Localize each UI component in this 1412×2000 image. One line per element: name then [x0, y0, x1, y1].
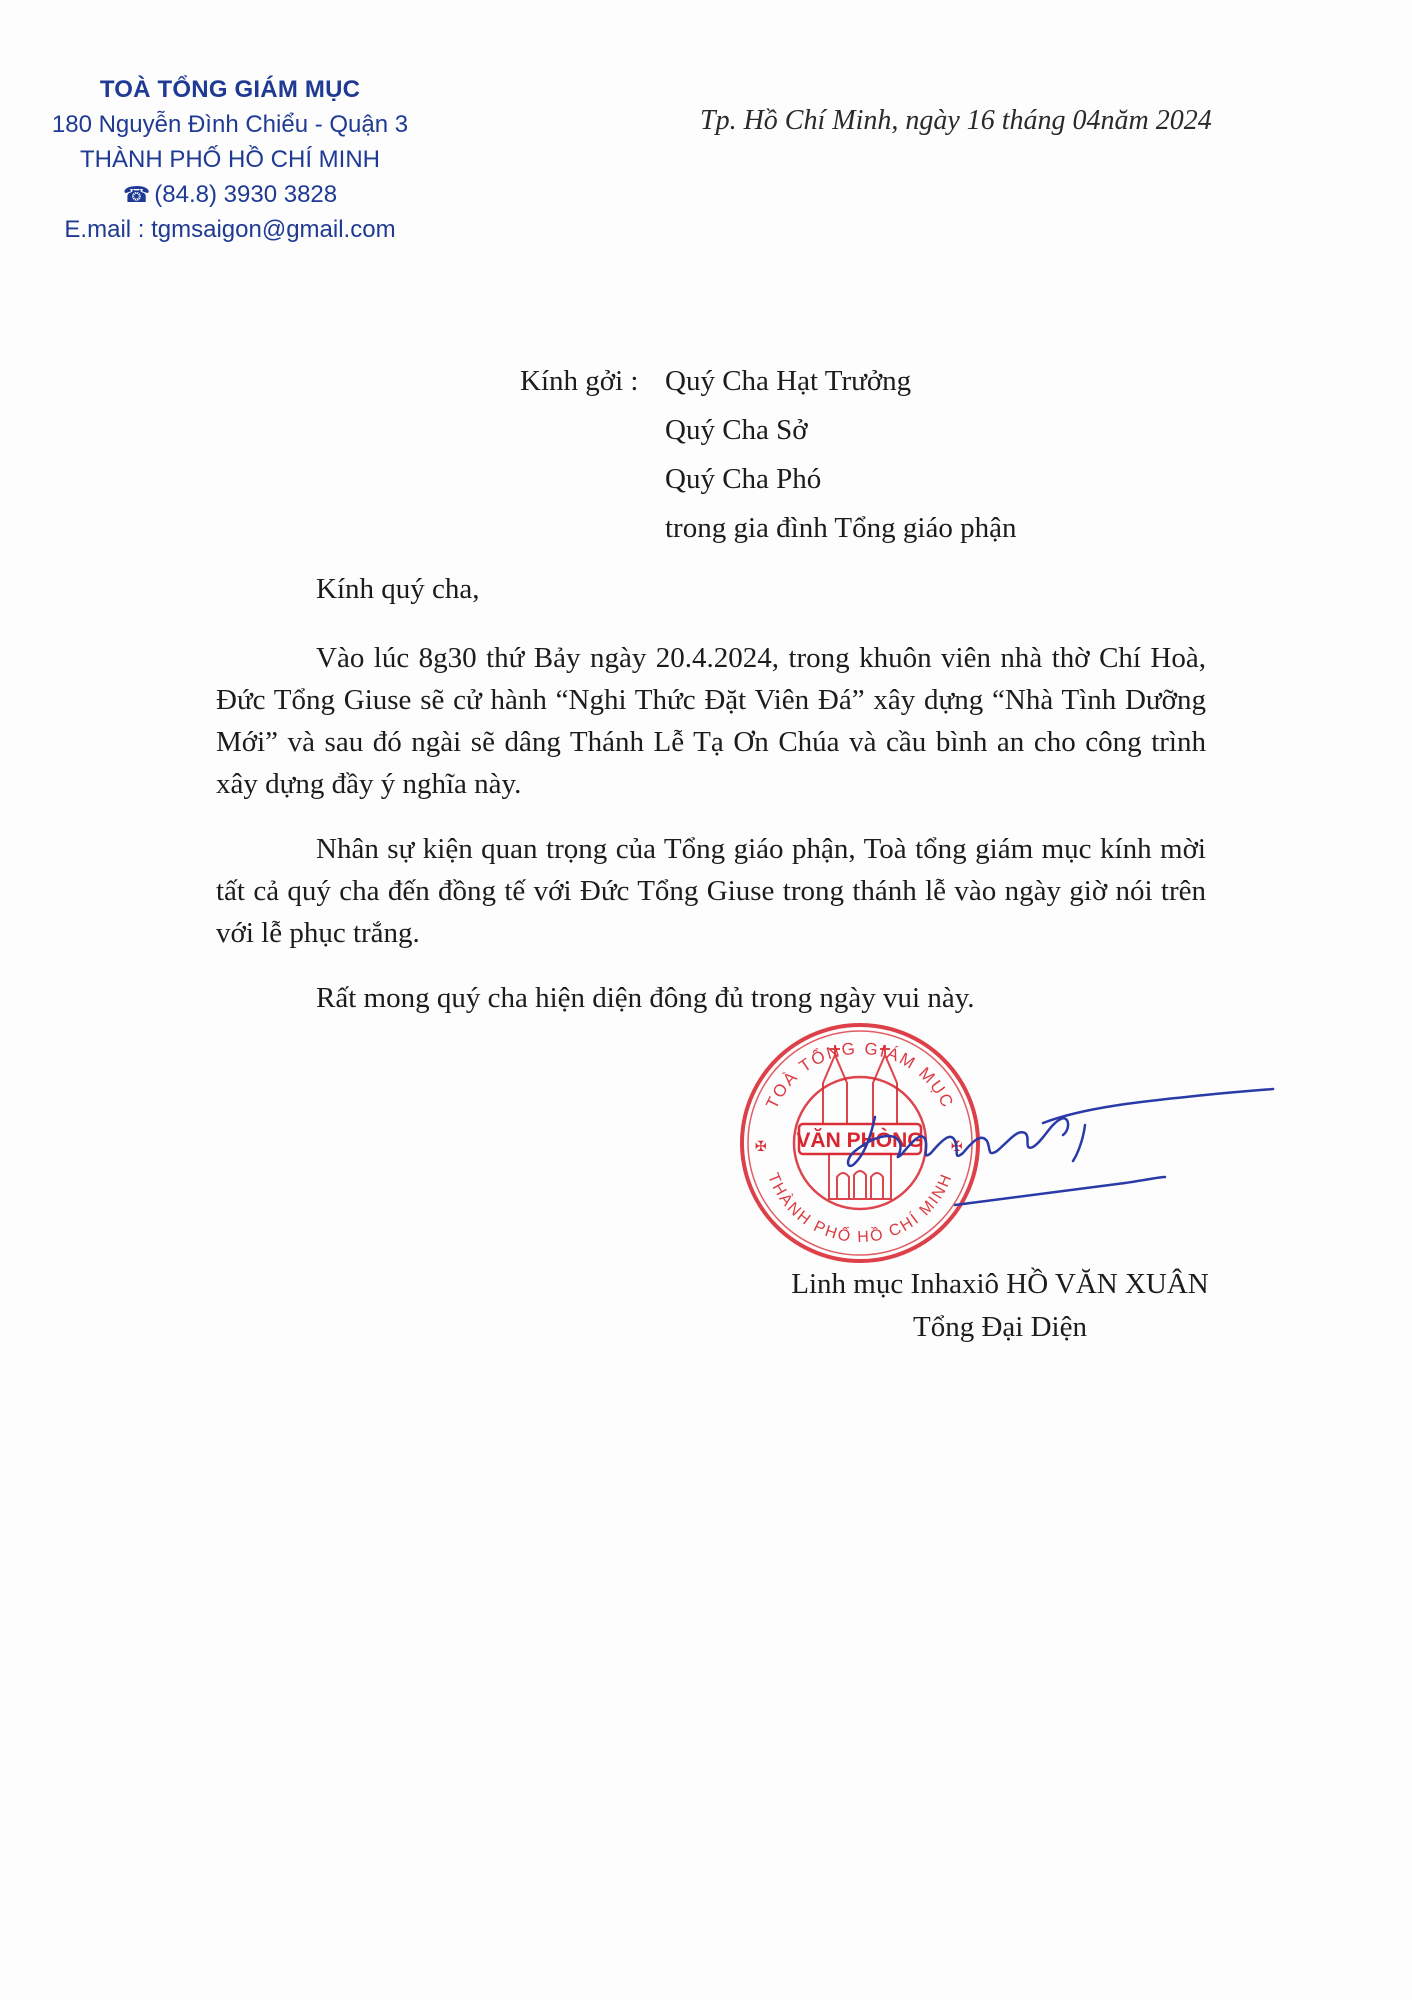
recipient-row — [520, 406, 1016, 455]
letterhead-city: THÀNH PHỐ HỒ CHÍ MINH — [80, 146, 380, 173]
telephone-icon: ☎ — [122, 182, 151, 207]
salutation: Kính quý cha, — [316, 573, 480, 605]
seal-left-cross: ✠ — [755, 1139, 767, 1155]
letter-body — [216, 568, 1206, 1019]
official-seal — [725, 1015, 1285, 1275]
letterhead-address: 180 Nguyễn Đình Chiểu - Quận 3 — [51, 111, 409, 138]
date-line: Tp. Hồ Chí Minh, ngày 16 tháng 04năm 2024 — [700, 105, 1212, 136]
letterhead-phone: (84.8) 3930 3828 — [154, 181, 338, 208]
seal-bottom-text: THÀNH PHỐ HỒ CHÍ MINH — [764, 1170, 956, 1247]
recipients-block — [520, 357, 1016, 553]
letterhead-email: E.mail : tgmsaigon@gmail.com — [64, 216, 396, 243]
seal-stamp — [742, 1025, 978, 1261]
letterhead-phone-row — [20, 177, 440, 212]
recipient-line: trong gia đình Tổng giáo phận — [665, 512, 1017, 544]
letterhead-org-name: TOÀ TỔNG GIÁM MỤC — [99, 76, 361, 103]
seal-center-text: VĂN PHÒNG — [796, 1129, 924, 1152]
signatory-name: Linh mục Inhaxiô HỒ VĂN XUÂN — [791, 1268, 1209, 1300]
recipient-line: Quý Cha Sở — [665, 414, 808, 446]
recipient-line: Quý Cha Hạt Trưởng — [665, 365, 912, 397]
body-paragraph: Vào lúc 8g30 thứ Bảy ngày 20.4.2024, trong khuôn viên nhà thờ Chí Hoà, Đức Tổng Giuse sẽ cử hành “Nghi Thức Đặt Viên Đá” xây dựng “Nhà Tình Dưỡng Mới” và sau đó ngài sẽ dâng Thánh Lễ Tạ Ơn Chúa và cầu bình an cho công trình xây dựng đầy ý nghĩa này. — [216, 642, 1206, 800]
seal-right-cross: ✠ — [951, 1139, 963, 1155]
stamp-signature-area — [725, 1015, 1285, 1275]
recipient-row — [520, 504, 1016, 553]
body-paragraph: Nhân sự kiện quan trọng của Tổng giáo phận, Toà tổng giám mục kính mời tất cả quý cha đến đồng tế với Đức Tổng Giuse trong thánh lễ vào ngày giờ nói trên với lễ phục trắng. — [216, 833, 1206, 949]
signatory-title: Tổng Đại Diện — [913, 1311, 1087, 1343]
recipient-row — [520, 357, 1016, 406]
recipients-prefix: Kính gởi : — [520, 365, 639, 397]
recipient-row — [520, 455, 1016, 504]
seal-top-text: TOÀ TỔNG GIÁM MỤC — [762, 1038, 958, 1112]
cathedral-icon — [823, 1045, 897, 1199]
recipient-line: Quý Cha Phó — [665, 463, 822, 495]
letterhead — [20, 72, 440, 247]
body-paragraph: Rất mong quý cha hiện diện đông đủ trong ngày vui này. — [316, 982, 975, 1014]
signatory-block — [730, 1263, 1270, 1349]
